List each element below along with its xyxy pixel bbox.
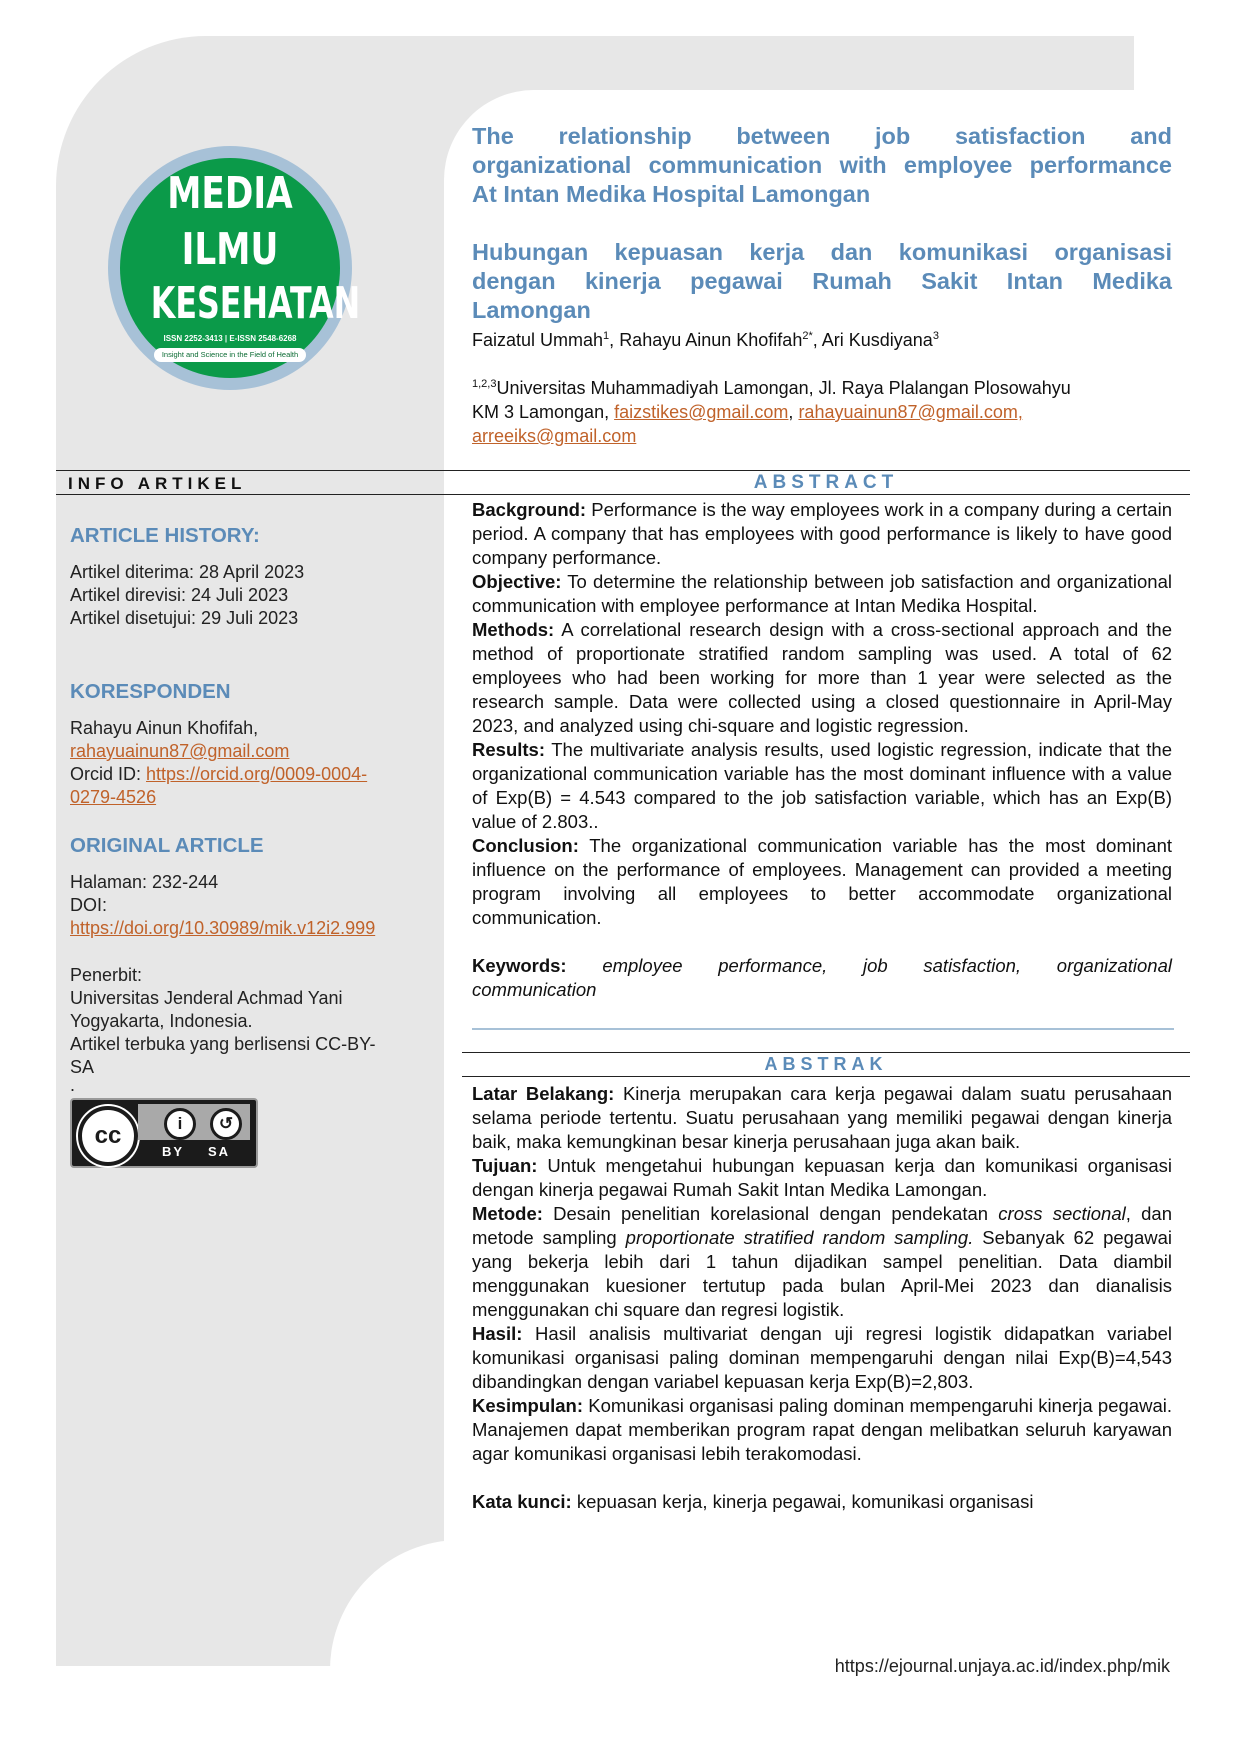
title-id-line3: Lamongan (472, 297, 591, 323)
divider-abstract-heading (444, 494, 1190, 495)
attribution-icon: i (164, 1108, 196, 1140)
content-background-bottom (444, 1540, 1240, 1754)
label-results: Results: (472, 739, 545, 760)
author-name: Faizatul Ummah (472, 330, 604, 350)
content-background-top (1134, 0, 1240, 92)
correspondent-name: Rahayu Ainun Khofifah, (70, 718, 259, 738)
title-en-line1: The relationship between job satisfaction and (472, 123, 1172, 149)
publisher-label: Penerbit: (70, 965, 143, 985)
abstrak-kesimpulan (472, 1394, 1172, 1466)
abstract-objective (472, 570, 1172, 618)
text-background: Performance is the way employees work in a company during a certain period. A company that has employees with good performance is likely to have good company performance. (472, 499, 1172, 568)
email-link-2[interactable]: rahayuainun87@gmail.com, (798, 402, 1023, 422)
text-metode-italic-1: cross sectional (998, 1203, 1126, 1224)
revised-date: Artikel direvisi: 24 Juli 2023 (70, 585, 289, 605)
text-objective: To determine the relationship between job satisfaction and organizational communication with employee performance at Intan Medika Hospital. (472, 571, 1172, 616)
abstract-keywords (472, 954, 1172, 1002)
abstrak-metode (472, 1202, 1172, 1322)
divider-top (56, 470, 1190, 471)
text-tujuan: Untuk mengetahui hubungan kepuasan kerja dan komunikasi organisasi dengan kinerja pegawai Rumah Sakit Intan Medika Lamongan. (472, 1155, 1172, 1200)
logo-word-ilmu: ILMU (181, 224, 279, 275)
affiliation-line2: KM 3 Lamongan, (472, 402, 615, 422)
cc-by-sa-badge[interactable] (70, 1098, 258, 1168)
title-indonesian (472, 238, 1172, 325)
info-artikel-heading: INFO ARTIKEL (68, 474, 247, 493)
author-affiliation-mark: 2* (802, 330, 813, 342)
keywords-line1: employee performance, job satisfaction, organizational (602, 955, 1172, 976)
abstract-indonesian (472, 1082, 1172, 1514)
email-link-3[interactable]: arreeiks@gmail.com (472, 426, 637, 446)
label-kata-kunci: Kata kunci: (472, 1491, 572, 1512)
logo-word-kesehatan: KESEHATAN (150, 278, 361, 329)
correspondent-heading: KORESPONDEN (70, 680, 231, 703)
journal-logo (120, 158, 361, 378)
publisher-line2: Yogyakarta, Indonesia. (70, 1011, 253, 1031)
divider-sidebar-heading (56, 494, 444, 495)
author-name: Ari Kusdiyana (821, 330, 933, 350)
cc-by-label: BY (162, 1144, 185, 1159)
abstrak-heading: ABSTRAK (764, 1054, 888, 1074)
text-metode-italic-2: proportionate stratified random sampling. (625, 1227, 974, 1248)
title-en-line3: At Intan Medika Hospital Lamongan (472, 181, 871, 207)
license-line1: Artikel terbuka yang berlisensi CC-BY- (70, 1034, 376, 1054)
divider-abstrak-bottom (462, 1076, 1190, 1077)
logo-tagline: Insight and Science in the Field of Health (154, 348, 306, 362)
text-metode-a: Desain penelitian korelasional dengan pendekatan (542, 1203, 999, 1224)
text-conclusion: The organizational communication variable has the most dominant influence on the performance of employees. Management can provided a meeting program involving all employees to better accommodate organizational communication. (472, 835, 1172, 928)
cc-sa-label: SA (208, 1144, 231, 1159)
text-hasil: Hasil analisis multivariat dengan uji regresi logistik didapatkan variabel komunikasi organisasi paling dominan mempengaruhi dengan nilai Exp(B)=4,543 dibandingkan dengan variabel kepuasan kerja Exp(B)=2,803. (472, 1323, 1172, 1392)
license-dot: . (70, 1075, 76, 1095)
orcid-link-cont[interactable]: 0279-4526 (70, 787, 157, 807)
label-conclusion: Conclusion: (472, 835, 579, 856)
license-line2: SA (70, 1057, 95, 1077)
abstract-english (472, 498, 1172, 1002)
label-objective: Objective: (472, 571, 562, 592)
label-tujuan: Tujuan: (472, 1155, 538, 1176)
author-affiliation-mark: 1 (603, 330, 610, 342)
title-en-line2: organizational communication with employee performance (472, 152, 1172, 178)
abstract-heading: ABSTRACT (753, 472, 899, 493)
orcid-label: Orcid ID: (70, 764, 147, 784)
share-alike-icon: ↺ (210, 1108, 242, 1140)
label-hasil: Hasil: (472, 1323, 523, 1344)
abstract-results (472, 738, 1172, 834)
abstrak-tujuan (472, 1154, 1172, 1202)
text-kesimpulan: Komunikasi organisasi paling dominan mempengaruhi kinerja pegawai. Manajemen dapat memberikan program rapat dengan melibatkan seluruh karyawan agar komunikasi organisasi lebih terakomodasi. (472, 1395, 1172, 1464)
text-latar-belakang: Kinerja merupakan cara kerja pegawai dalam suatu perusahaan selama periode tertentu. Suatu perusahaan yang memiliki pegawai dengan kinerja baik, maka kemungkinan besar kinerja perusahaan juga akan baik. (472, 1083, 1172, 1152)
abstrak-latar-belakang (472, 1082, 1172, 1154)
title-id-line1: Hubungan kepuasan kerja dan komunikasi organisasi (472, 239, 1172, 265)
label-methods: Methods: (472, 619, 555, 640)
original-article-heading: ORIGINAL ARTICLE (70, 834, 264, 857)
author-name: Rahayu Ainun Khofifah (619, 330, 803, 350)
keywords-line2: communication (472, 979, 597, 1000)
author-list: Faizatul Ummah$^1$, Rahayu Ainun Khofifah$^{2*}$, Ari Kusdiyana$^3$ (472, 330, 939, 350)
accepted-date: Artikel disetujui: 29 Juli 2023 (70, 608, 299, 628)
abstrak-kata-kunci (472, 1490, 1172, 1514)
original-article (70, 834, 420, 1095)
keywords-underline (472, 1028, 1174, 1030)
author-affiliation-mark: 3 (932, 330, 939, 342)
affiliation: $^{1,2,3}$Universitas Muhammadiyah Lamongan, Jl. Raya Plalangan Plosowahyu KM 3 Lamongan, faizstikes@gmail.com, rahayuainun87@gmail.com, arreeiks@gmail.com (472, 378, 1071, 446)
text-kata-kunci: kepuasan kerja, kinerja pegawai, komunikasi organisasi (571, 1491, 1034, 1512)
title-english (472, 122, 1172, 209)
article-history-heading: ARTICLE HISTORY: (70, 524, 260, 547)
label-metode: Metode: (472, 1203, 543, 1224)
text-methods: A correlational research design with a cross-sectional approach and the method of proportionate stratified random sampling was used. A total of 62 employees who had been working for more than 1 year were selected as the research sample. Data were collected using a closed questionnaire in April-May 2023, and analyzed using chi-square and logistic regression. (472, 619, 1172, 736)
correspondent-email-link[interactable]: rahayuainun87@gmail.com (70, 741, 290, 761)
orcid-link[interactable]: https://orcid.org/0009-0004- (146, 764, 368, 784)
cc-icon: cc (78, 1106, 138, 1166)
label-kesimpulan: Kesimpulan: (472, 1395, 584, 1416)
text-results: The multivariate analysis results, used logistic regression, indicate that the organizational communication variable has the most dominant influence with a value of Exp(B) = 4.543 compared to the job satisfaction variable, which has an Exp(B) value of 2.803.. (472, 739, 1172, 832)
affiliation-mark: 1,2,3 (472, 378, 497, 390)
abstract-background (472, 498, 1172, 570)
article-history (70, 524, 420, 630)
affiliation-line1: Universitas Muhammadiyah Lamongan, Jl. Raya Plalangan Plosowahyu (496, 378, 1071, 398)
logo-word-media: MEDIA (167, 168, 293, 219)
journal-url[interactable]: https://ejournal.unjaya.ac.id/index.php/mik (834, 1656, 1170, 1676)
doi-link[interactable]: https://doi.org/10.30989/mik.v12i2.999 (70, 918, 376, 938)
text-metode-b: , dan metode sampling (472, 1203, 1172, 1248)
doi-label: DOI: (70, 895, 108, 915)
label-background: Background: (472, 499, 587, 520)
publisher-line1: Universitas Jenderal Achmad Yani (70, 988, 343, 1008)
abstract-conclusion (472, 834, 1172, 930)
label-latar-belakang: Latar Belakang: (472, 1083, 615, 1104)
divider-abstrak-top (462, 1052, 1190, 1053)
text-metode-c: Sebanyak 62 pegawai yang bekerja lebih dari 1 tahun dijadikan sampel penelitian. Data diambil menggunakan kuesioner tertutup pada bulan April-Mei 2023 dan dianalisis menggunakan chi square dan regresi logistik. (472, 1227, 1172, 1320)
correspondent (70, 680, 420, 809)
email-link-1[interactable]: faizstikes@gmail.com (614, 402, 789, 422)
logo-issn: ISSN 2252-3413 | E-ISSN 2548-6268 (163, 334, 297, 343)
received-date: Artikel diterima: 28 April 2023 (70, 562, 305, 582)
abstrak-hasil (472, 1322, 1172, 1394)
page-range: Halaman: 232-244 (70, 872, 219, 892)
title-id-line2: dengan kinerja pegawai Rumah Sakit Intan Medika (472, 268, 1172, 294)
label-keywords: Keywords: (472, 955, 567, 976)
abstract-methods (472, 618, 1172, 738)
